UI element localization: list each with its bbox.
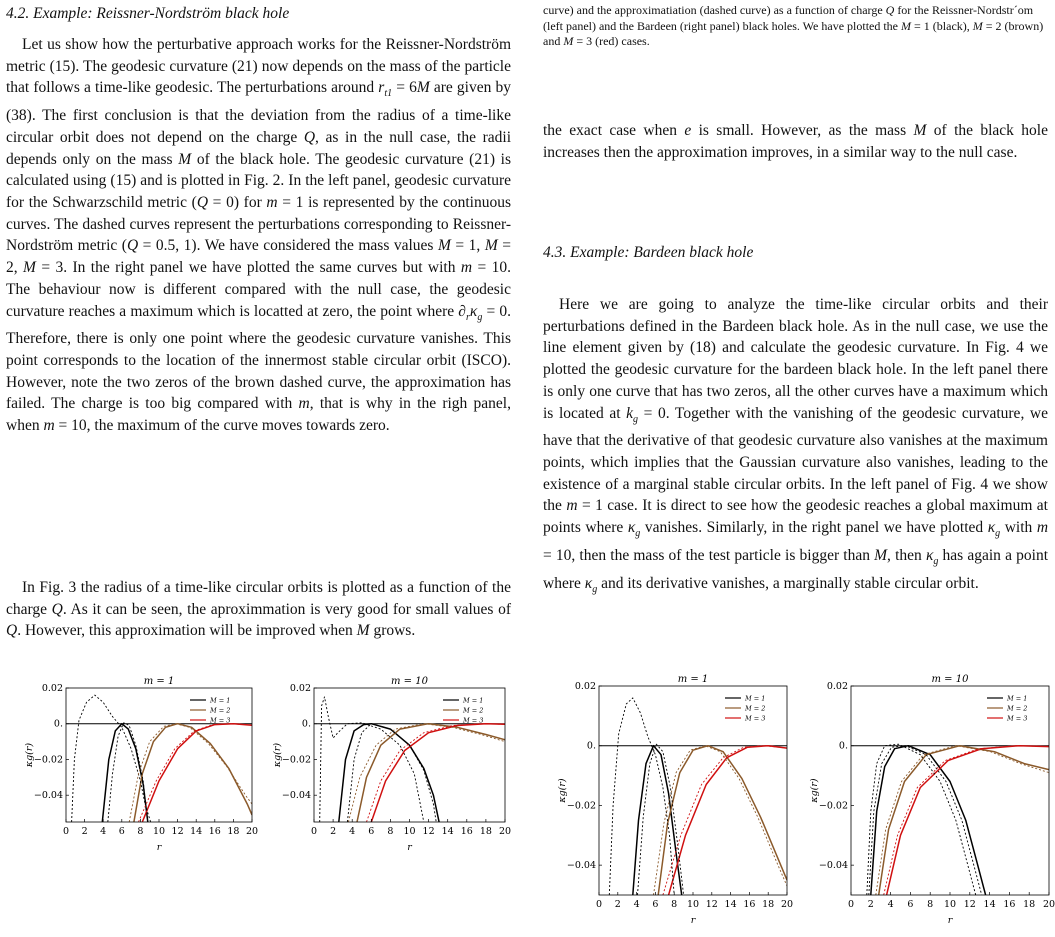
y-tick-label: −0.02	[566, 800, 596, 812]
y-axis-label: κg(r)	[24, 742, 35, 768]
series-line-0	[102, 724, 148, 822]
paragraph-rn-radius-fig3: In Fig. 3 the radius of a time-like circular orbits is plotted as a function of the charge Q. As it can be seen, the aproximmation is very good for small values of Q. However, this approximation will be improved when M grows.	[6, 579, 511, 640]
x-tick-label: 2	[867, 899, 874, 910]
x-tick-label: 14	[441, 826, 454, 837]
y-tick-label: 0.02	[574, 681, 596, 692]
legend-entry: M = 3	[745, 714, 766, 723]
figure-4-left-panel	[541, 670, 793, 935]
series-line-4	[869, 746, 982, 895]
series-line-1	[879, 746, 1049, 895]
paragraph-approximation-improves: the exact case when e is small. However, as the mass M of the black hole increases then the approximation improves, in a similar way to the null case.	[543, 122, 1048, 161]
legend-entry: M = 1	[745, 694, 766, 703]
x-tick-label: 4	[349, 826, 356, 837]
x-tick-label: 12	[171, 826, 184, 837]
x-tick-label: 6	[907, 899, 914, 910]
series-line-1	[658, 746, 787, 895]
x-tick-label: 2	[614, 899, 621, 910]
x-tick-label: 16	[1003, 899, 1016, 910]
x-tick-label: 10	[152, 826, 166, 837]
series-line-3	[320, 697, 424, 822]
series-line-1	[134, 724, 252, 822]
x-axis-label: r	[690, 915, 696, 926]
series-group	[609, 698, 787, 895]
series-line-3	[867, 744, 976, 895]
legend-entry: M = 2	[210, 706, 231, 715]
x-tick-label: 0	[62, 826, 70, 837]
y-tick-label: −0.04	[566, 860, 596, 872]
series-line-6	[663, 746, 787, 895]
chart-title: m = 1	[143, 676, 175, 687]
x-tick-label: 8	[671, 899, 678, 910]
x-tick-label: 10	[943, 899, 957, 910]
legend-entry: M = 1	[1007, 694, 1028, 703]
y-tick-label: −0.02	[33, 754, 63, 766]
y-axis-label: κg(r)	[557, 778, 568, 803]
x-tick-label: 2	[81, 826, 88, 837]
legend-entry: M = 3	[1007, 714, 1028, 723]
chart-title: m = 10	[391, 676, 428, 687]
x-tick-label: 18	[762, 899, 775, 910]
x-tick-label: 0	[847, 899, 855, 910]
x-tick-label: 20	[245, 826, 258, 837]
section-heading-reissner-nordstrom: 4.2. Example: Reissner-Nordström black hole	[6, 5, 290, 22]
x-axis-label: r	[947, 915, 953, 926]
x-tick-label: 12	[705, 899, 718, 910]
x-tick-label: 16	[460, 826, 473, 837]
legend-entry: M = 3	[210, 716, 231, 725]
x-tick-label: 6	[368, 826, 375, 837]
series-line-5	[654, 746, 788, 895]
y-tick-label: 0.	[586, 740, 596, 752]
y-tick-label: 0.02	[826, 681, 848, 692]
x-tick-label: 12	[963, 899, 976, 910]
x-tick-label: 0	[310, 826, 318, 837]
x-tick-label: 4	[887, 899, 894, 910]
x-tick-label: 2	[330, 826, 337, 837]
series-line-2	[887, 746, 1049, 895]
x-tick-label: 14	[724, 899, 737, 910]
x-tick-label: 8	[387, 826, 394, 837]
legend-entry: M = 1	[210, 696, 231, 705]
paragraph-bardeen-analysis: Here we are going to analyze the time-like circular orbits and their perturbations defined in the Bardeen black hole. As in the null case, we use the line element given by (18) and calculate the geodesic curvature. In Fig. 4 we plotted the geodesic curvature for the bardeen black hole. In the left panel there is only one curve that has two zeros, all the other curves have a maximum which is located at $k_g = 0$. Together with the vanishing of the geodesic curvature, we have that the derivative of that geodesic curvature also vanishes at the maximum points, which implies that the Gaussian curvature also vanishes, leading to the existence of a marginal stable circular orbits. In the left panel of Fig. 4 we show the m = 1 case. It is direct to see how the geodesic reaches a global maximum at points where $\kappa_g$ vanishes. Similarly, in the right panel we have plotted $\kappa_g$ with m = 10, then the mass of the test particle is bigger than M, then $\kappa_g$ has again a point where $\kappa_g$ and its derivative vanishes, a marginally stable circular orbit.	[543, 296, 1049, 595]
x-tick-label: 14	[983, 899, 996, 910]
legend-entry: M = 2	[463, 706, 484, 715]
legend-entry: M = 1	[463, 696, 484, 705]
y-axis-label: κg(r)	[809, 778, 820, 803]
chart-title: m = 1	[677, 674, 709, 685]
x-tick-label: 18	[479, 826, 492, 837]
x-tick-label: 18	[227, 826, 240, 837]
paragraph-rn-perturbative: Let us show how the perturbative approach works for the Reissner-Nordström metric (15). The geodesic curvature (21) now depends on the mass of the particle that follows a time-like geodesic. The perturbations around $r_{t1} = 6M$ are given by (38). The first conclusion is that the deviation from the radius of a time-like circular orbit does not depend on the charge Q, as in the null case, the radii depends only on the mass M of the black hole. The geodesic curvature (21) is calculated using (15) and is plotted in Fig. 2. In the left panel, geodesic curvature for the Schwarzschild metric (Q = 0) for m = 1 is represented by the continuous curves. The dashed curves represent the perturbations corresponding to Reissner-Nordström metric (Q = 0.5, 1). We have considered the mass values M = 1, M = 2, M = 3. In the right panel we have plotted the same curves but with m = 10. The behaviour now is different compared with the null case, the geodesic curvature reaches a maximum which is locatted at zero, the point where $\partial_r\kappa_g = 0$. Therefore, there is only one point where the geodesic curvature vanishes. This point corresponds to the location of the innermost stable circular orbit (ISCO). However, note the two zeros of the brown dashed curve, the approximation has failed. The charge is too big compared with m, that is why in the righ panel, when m = 10, the maximum of the curve moves towards zero.	[6, 36, 511, 435]
x-tick-label: 16	[208, 826, 221, 837]
x-tick-label: 14	[190, 826, 203, 837]
y-tick-label: −0.04	[281, 790, 311, 802]
series-line-2	[669, 746, 787, 895]
y-tick-label: 0.	[838, 740, 848, 752]
figure-2-left-panel	[8, 672, 258, 862]
series-group	[867, 744, 1049, 895]
x-tick-label: 12	[422, 826, 435, 837]
x-tick-label: 0	[595, 899, 603, 910]
x-tick-label: 4	[100, 826, 107, 837]
y-tick-label: 0.02	[41, 683, 63, 694]
y-tick-label: −0.04	[818, 860, 848, 872]
y-tick-label: 0.	[53, 718, 63, 730]
x-tick-label: 20	[498, 826, 511, 837]
series-line-0	[871, 746, 986, 895]
x-tick-label: 8	[927, 899, 934, 910]
series-line-1	[357, 724, 505, 822]
x-axis-label: r	[407, 842, 412, 853]
section-heading-bardeen: 4.3. Example: Bardeen black hole	[543, 244, 754, 261]
x-axis-label: r	[156, 842, 162, 853]
legend-entry: M = 3	[463, 716, 484, 725]
y-tick-label: −0.04	[33, 790, 63, 802]
x-tick-label: 16	[743, 899, 756, 910]
x-tick-label: 10	[403, 826, 416, 837]
x-tick-label: 6	[652, 899, 659, 910]
legend-entry: M = 2	[745, 704, 766, 713]
chart-title: m = 10	[931, 674, 969, 685]
y-tick-label: 0.02	[289, 683, 311, 694]
figure-3-caption-continued: curve) and the approximatiation (dashed curve) as a function of charge Q for the Reissner-Nordstr´om (left panel) and the Bardeen (right panel) black holes. We have plotted the M = 1 (black), M = 2 (brown) and M = 3 (red) cases.	[543, 3, 1044, 49]
series-line-5	[348, 724, 505, 822]
figure-4-right-panel	[793, 670, 1055, 935]
x-tick-label: 6	[118, 826, 125, 837]
figure-2-right-panel	[256, 672, 511, 862]
series-line-5	[876, 746, 1049, 895]
x-tick-label: 8	[137, 826, 144, 837]
y-tick-label: 0.	[301, 718, 311, 730]
y-axis-label: κg(r)	[272, 742, 283, 768]
series-line-2	[142, 724, 252, 822]
x-tick-label: 4	[633, 899, 640, 910]
y-tick-label: −0.02	[818, 800, 848, 812]
x-tick-label: 18	[1023, 899, 1036, 910]
x-tick-label: 20	[1042, 899, 1055, 910]
y-tick-label: −0.02	[281, 754, 311, 766]
legend-entry: M = 2	[1007, 704, 1028, 713]
x-tick-label: 20	[780, 899, 793, 910]
x-tick-label: 10	[686, 899, 700, 910]
